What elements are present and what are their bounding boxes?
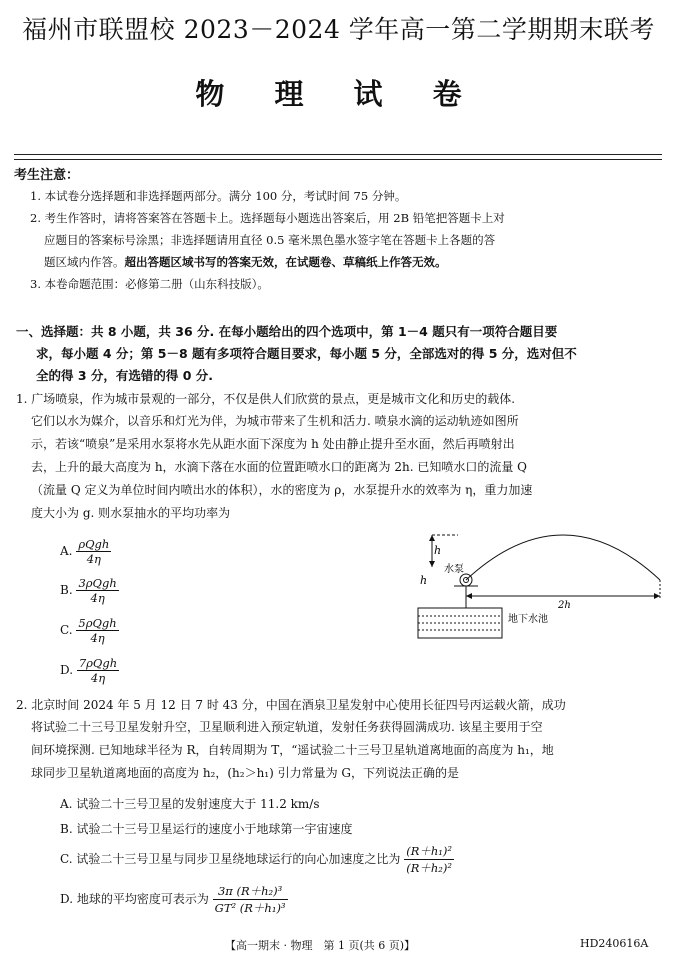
figure-label-h-top: h [434,544,442,557]
notice-item-2-line-1: 2. 考生作答时，请将答案答在答题卡上。选择题每小题选出答案后，用 2B 铅笔把答题卡上对 [30,211,505,225]
option-fraction [77,656,119,685]
arrow-head-icon [466,593,472,599]
fraction-denominator: 4η [90,591,105,605]
water-trajectory [466,535,660,580]
figure-label-pump: 水泵 [444,564,464,575]
q1-line-3: 示，若该“喷泉”是采用水泵将水先从距水面下深度为 h 处由静止提升至水面，然后再喷射出 [31,437,515,451]
q2-option-d [60,883,288,916]
fraction-denominator: 4η [90,671,106,685]
option-label: D. [60,663,74,677]
figure-label-h-mid: h [420,574,428,587]
q2-line-4: 球同步卫星轨道离地面的高度为 h₂，(h₂＞h₁) 引力常量为 G，下列说法正确的是 [31,766,460,780]
option-label: B. [60,583,73,597]
footer-code: HD240616A [580,937,649,950]
q1-line-6: 度大小为 g. 则水泵抽水的平均功率为 [31,506,231,520]
arrow-head-icon [654,593,660,599]
notice-item-3: 3. 本卷命题范围：必修第二册（山东科技版）。 [30,277,269,291]
q2-option-a: A. 试验二十三号卫星的发射速度大于 11.2 km/s [60,797,320,811]
q2-line-2: 将试验二十三号卫星发射升空，卫星顺利进入预定轨道，发射任务获得圆满成功. 该星主要用于空 [31,720,543,734]
notice-item-2-text: 题区域内作答。 [44,255,125,269]
option-fraction [404,843,454,876]
q1-line-1: 1. 广场喷泉，作为城市景观的一部分，不仅是供人们欣赏的景点，更是城市文化和历史的载体. [16,392,516,406]
fraction-denominator: 4η [90,631,105,645]
section-intro-line-2: 求，每小题 4 分；第 5－8 题有多项符合题目要求，每小题 5 分，全部选对的得 5 分，选对但不 [36,346,577,361]
divider-line [14,159,662,160]
fraction-numerator: (R＋h₁)² [406,844,452,858]
figure-label-pool: 地下水池 [508,614,548,625]
exam-title: 福州市联盟校 2023－2024 学年高一第二学期期末联考 [22,15,655,44]
option-d-text: D. 地球的平均密度可表示为 [60,892,209,906]
q1-option-a [60,537,111,566]
fraction-denominator: (R＋h₂)² [406,861,452,875]
q2-line-1: 2. 北京时间 2024 年 5 月 12 日 7 时 43 分，中国在酒泉卫星发射中心使用长征四号丙运载火箭，成功 [16,698,566,712]
section-intro-line-3: 全的得 3 分，有选错的得 0 分. [36,368,214,383]
option-label: C. [60,623,73,637]
notice-item-2-line-2: 应题目的答案标号涂黑；非选择题请用直径 0.5 毫米黑色墨水签字笔在答题卡上各题的答 [44,233,496,247]
q2-option-b: B. 试验二十三号卫星运行的速度小于地球第一宇宙速度 [60,822,353,836]
fountain-figure [410,520,670,645]
notice-heading: 考生注意： [14,168,80,183]
section-intro-line-1: 一、选择题：共 8 小题，共 36 分. 在每小题给出的四个选项中，第 1－4 题只有一项符合题目要 [16,324,558,339]
fraction-denominator: GT² (R＋h₁)³ [214,901,286,915]
option-fraction [213,883,288,916]
arrow-head-icon [429,535,435,541]
fraction-numerator: 5ρQgh [78,616,117,630]
q1-line-4: 去，上升的最大高度为 h，水滴下落在水面的位置距喷水口的距离为 2h. 已知喷水口的流量 Q [31,460,528,474]
q1-option-b [60,576,119,605]
option-fraction [76,616,118,645]
figure-label-distance: 2h [558,600,571,611]
q1-option-d [60,656,119,685]
fraction-numerator: 7ρQgh [78,656,118,670]
footer-page-info: 【高一期末 · 物理 第 1 页(共 6 页)】 [225,939,416,952]
divider-line [14,154,662,155]
fraction-numerator: 3ρQgh [78,576,117,590]
q2-option-c [60,843,454,876]
notice-item-2-bold: 超出答题区域书写的答案无效，在试题卷、草稿纸上作答无效。 [124,255,447,269]
option-fraction [76,537,111,566]
option-label: A. [60,544,73,558]
q2-line-3: 间环境探测. 已知地球半径为 R，自转周期为 T，“遥试验二十三号卫星轨道离地面的高度为 h₁，地 [31,743,554,757]
q1-line-5: （流量 Q 定义为单位时间内喷出水的体积），水的密度为 ρ，水泵提升水的效率为 η，重力加速 [31,483,533,497]
q1-line-2: 它们以水为媒介，以音乐和灯光为伴，为城市带来了生机和活力. 喷泉水滴的运动轨迹如图所 [31,414,519,428]
fraction-numerator: 3π (R＋h₂)³ [213,883,288,900]
option-fraction [76,576,118,605]
q1-option-c [60,616,119,645]
fraction-denominator: 4η [86,552,101,566]
arrow-head-icon [429,561,435,567]
fraction-numerator: ρQgh [78,537,110,551]
option-c-text: C. 试验二十三号卫星与同步卫星绕地球运行的向心加速度之比为 [60,852,401,866]
exam-subtitle: 物 理 试 卷 [195,77,482,111]
notice-item-2-line-3 [44,251,447,273]
notice-item-1: 1. 本试卷分选择题和非选择题两部分。满分 100 分，考试时间 75 分钟。 [30,189,407,203]
